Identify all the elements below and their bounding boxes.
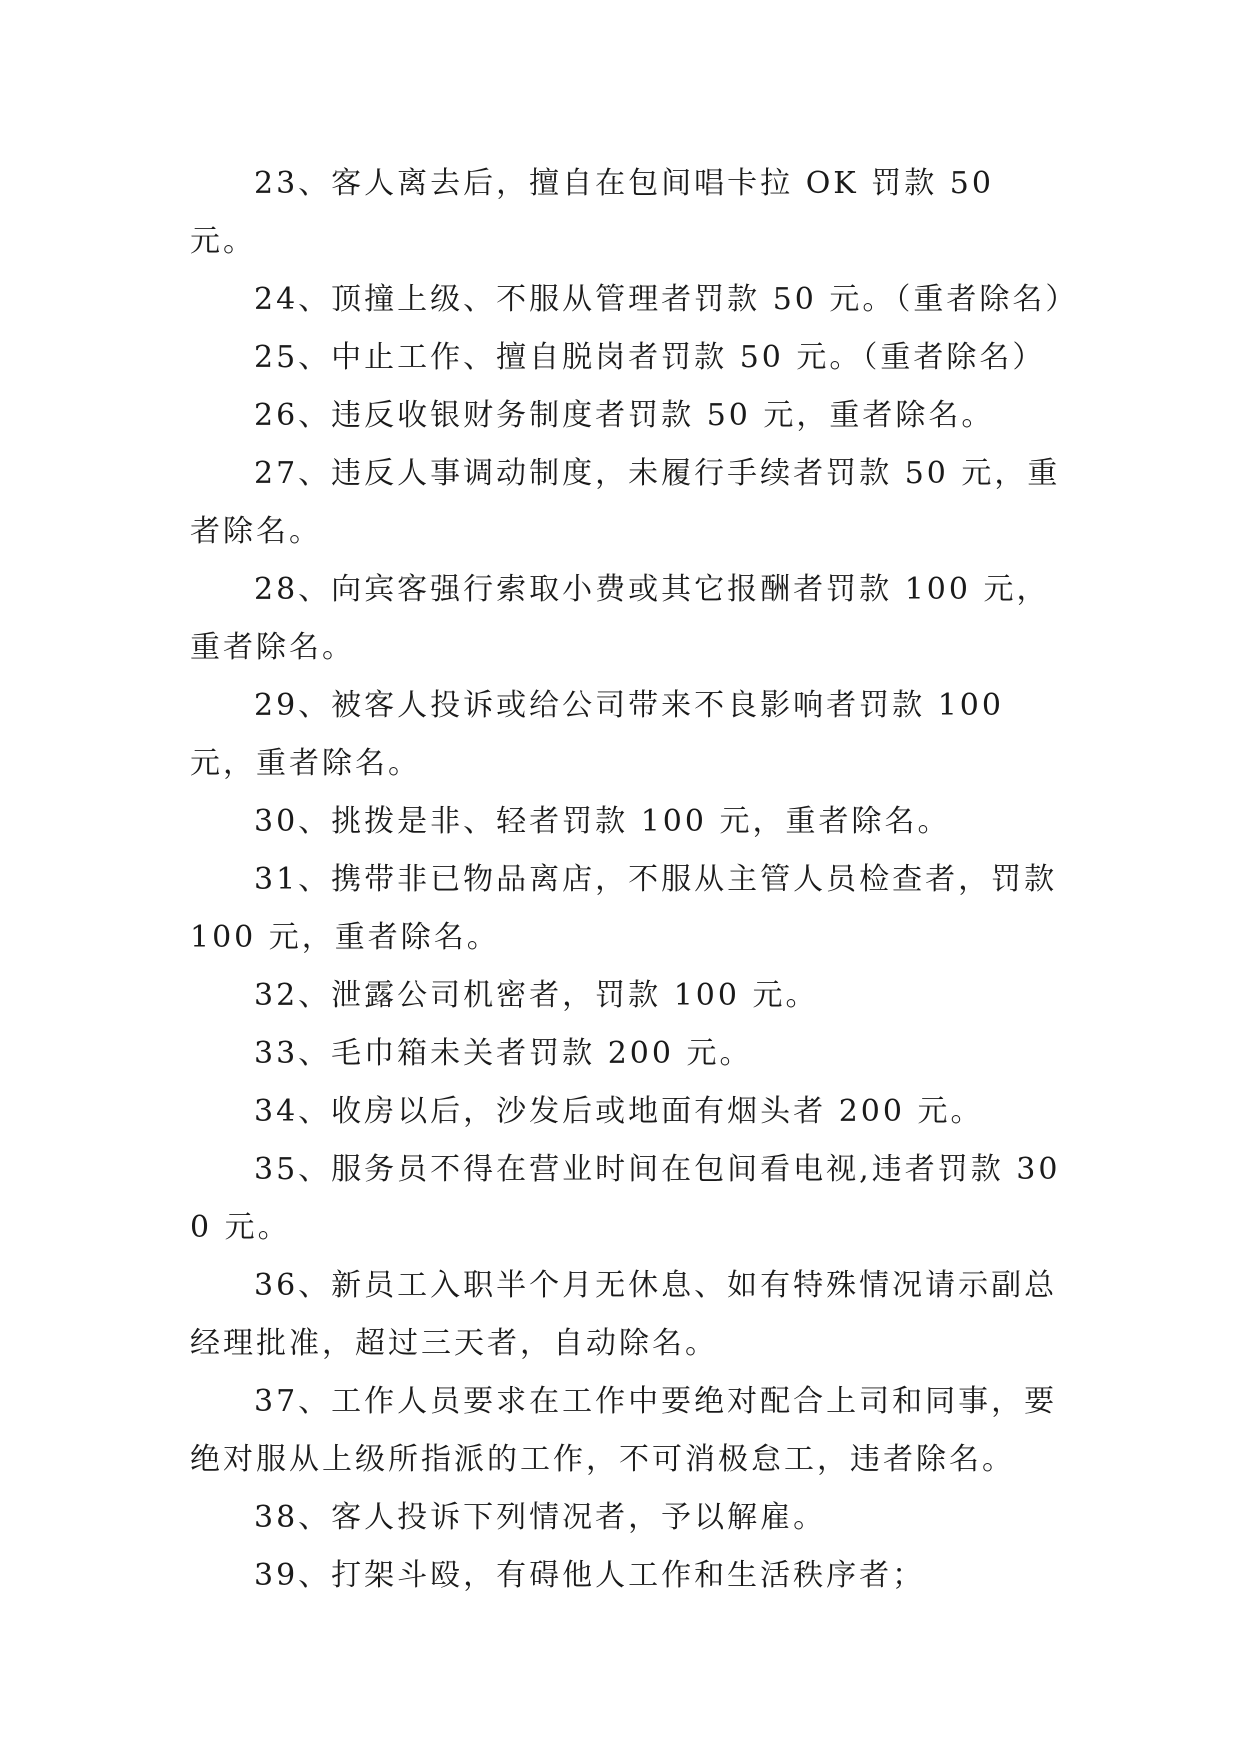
paragraph-23: 23、客人离去后，擅自在包间唱卡拉 OK 罚款 50 元。 <box>190 166 994 259</box>
paragraph-26: 26、违反收银财务制度者罚款 50 元，重者除名。 <box>254 398 995 433</box>
paragraph-27: 27、违反人事调动制度，未履行手续者罚款 50 元，重者除名。 <box>190 456 1061 549</box>
paragraph-25: 25、中止工作、擅自脱岗者罚款 50 元。（重者除名） <box>254 340 1046 375</box>
paragraph-35: 35、服务员不得在营业时间在包间看电视,违者罚款 300 元。 <box>190 1152 1061 1245</box>
paragraph-37: 37、工作人员要求在工作中要绝对配合上司和同事，要绝对服从上级所指派的工作，不可消极怠工，违者除名。 <box>190 1384 1058 1477</box>
paragraph-30: 30、挑拨是非、轻者罚款 100 元，重者除名。 <box>254 804 951 839</box>
paragraph-39: 39、打架斗殴，有碍他人工作和生活秩序者； <box>254 1558 926 1593</box>
paragraph-33: 33、毛巾箱未关者罚款 200 元。 <box>254 1036 753 1071</box>
paragraph-29: 29、被客人投诉或给公司带来不良影响者罚款 100 元，重者除名。 <box>190 688 1004 781</box>
paragraph-31: 31、携带非已物品离店，不服从主管人员检查者，罚款 100 元，重者除名。 <box>190 862 1058 955</box>
paragraph-36: 36、新员工入职半个月无休息、如有特殊情况请示副总经理批准，超过三天者，自动除名。 <box>190 1268 1058 1361</box>
paragraph-34: 34、收房以后，沙发后或地面有烟头者 200 元。 <box>254 1094 984 1129</box>
paragraph-38: 38、客人投诉下列情况者，予以解雇。 <box>254 1500 827 1535</box>
document-body <box>190 155 1079 1605</box>
paragraph-32: 32、泄露公司机密者，罚款 100 元。 <box>254 978 819 1013</box>
paragraph-28: 28、向宾客强行索取小费或其它报酬者罚款 100 元，重者除名。 <box>190 572 1050 665</box>
paragraph-24: 24、顶撞上级、不服从管理者罚款 50 元。（重者除名） <box>254 282 1079 317</box>
